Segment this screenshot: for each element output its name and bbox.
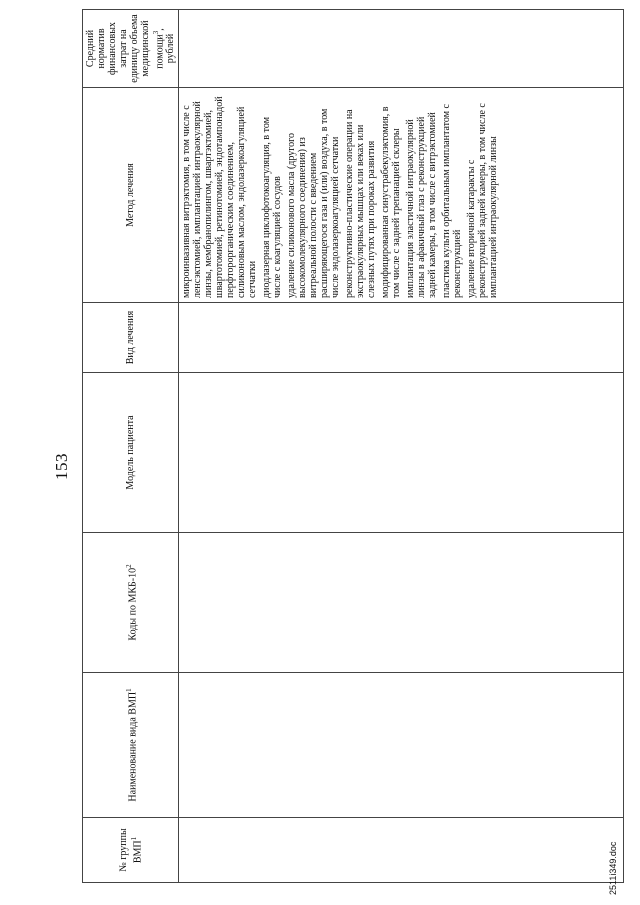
page-number: 153 xyxy=(52,453,71,480)
document-id: 2511i349.doc xyxy=(608,841,618,895)
cell-method xyxy=(179,88,624,303)
header-cost: Средний норматив финансовых затрат на единицу объема медицинской помощи$^3$, рублей xyxy=(83,10,179,88)
method-item: диодлазерная циклофотокоагуляция, в том числе с коагуляцией сосудов xyxy=(261,116,284,298)
table-header-row xyxy=(83,10,179,883)
header-model: Модель пациента xyxy=(83,373,179,533)
method-item: имплантация эластичной интраокулярной линзы в афакичный глаз с реконструкцией задней камеры, в том числе с витрэктомией xyxy=(405,112,439,298)
header-method: Метод лечения xyxy=(83,88,179,303)
cell-cost xyxy=(179,10,624,88)
cell-type xyxy=(179,303,624,373)
method-item: микроинвазивная витрэктомия, в том числе с ленсэктомией, имплантацией интраокулярной линзы, мембранопилингом, швартэктомией, швартотомией, ретинотомией, эндотампонадой перфторорганическим соединением, силиконовым маслом, эндолазеркоагуляцией сетчатки xyxy=(181,96,259,298)
method-item: реконструктивно-пластические операции на экстраокулярных мышцах или веках или слезных путях при пороках развития xyxy=(344,109,378,298)
cell-codes xyxy=(179,533,624,673)
header-codes: Коды по МКБ-$10^2$ xyxy=(83,533,179,673)
method-item: удаление вторичной катаракты с реконструкцией задней камеры, в том числе с имплантацией интраокулярной линзы xyxy=(466,103,500,298)
cell-group-no xyxy=(179,818,624,883)
header-group-no: № группы ВМП$^1$ xyxy=(83,818,179,883)
vmp-table xyxy=(82,9,624,883)
table-row xyxy=(179,10,624,883)
header-name: Наименование вида ВМП$^1$ xyxy=(83,673,179,818)
method-list xyxy=(181,92,499,298)
cell-model xyxy=(179,373,624,533)
method-item: удаление силиконового масла (другого высокомолекулярного соединения) из витреальной полости с введением расширяющегося газа и (или) воздуха, в том числе эндолазеркоагуляцией сетчатки xyxy=(286,108,342,298)
method-item: пластика культи орбитальным имплантатом с реконструкцией xyxy=(441,104,464,298)
method-item: модифицированная синустрабекулэктомия, в том числе с задней трепанацией склеры xyxy=(380,106,403,298)
header-type: Вид лечения xyxy=(83,303,179,373)
cell-name xyxy=(179,673,624,818)
